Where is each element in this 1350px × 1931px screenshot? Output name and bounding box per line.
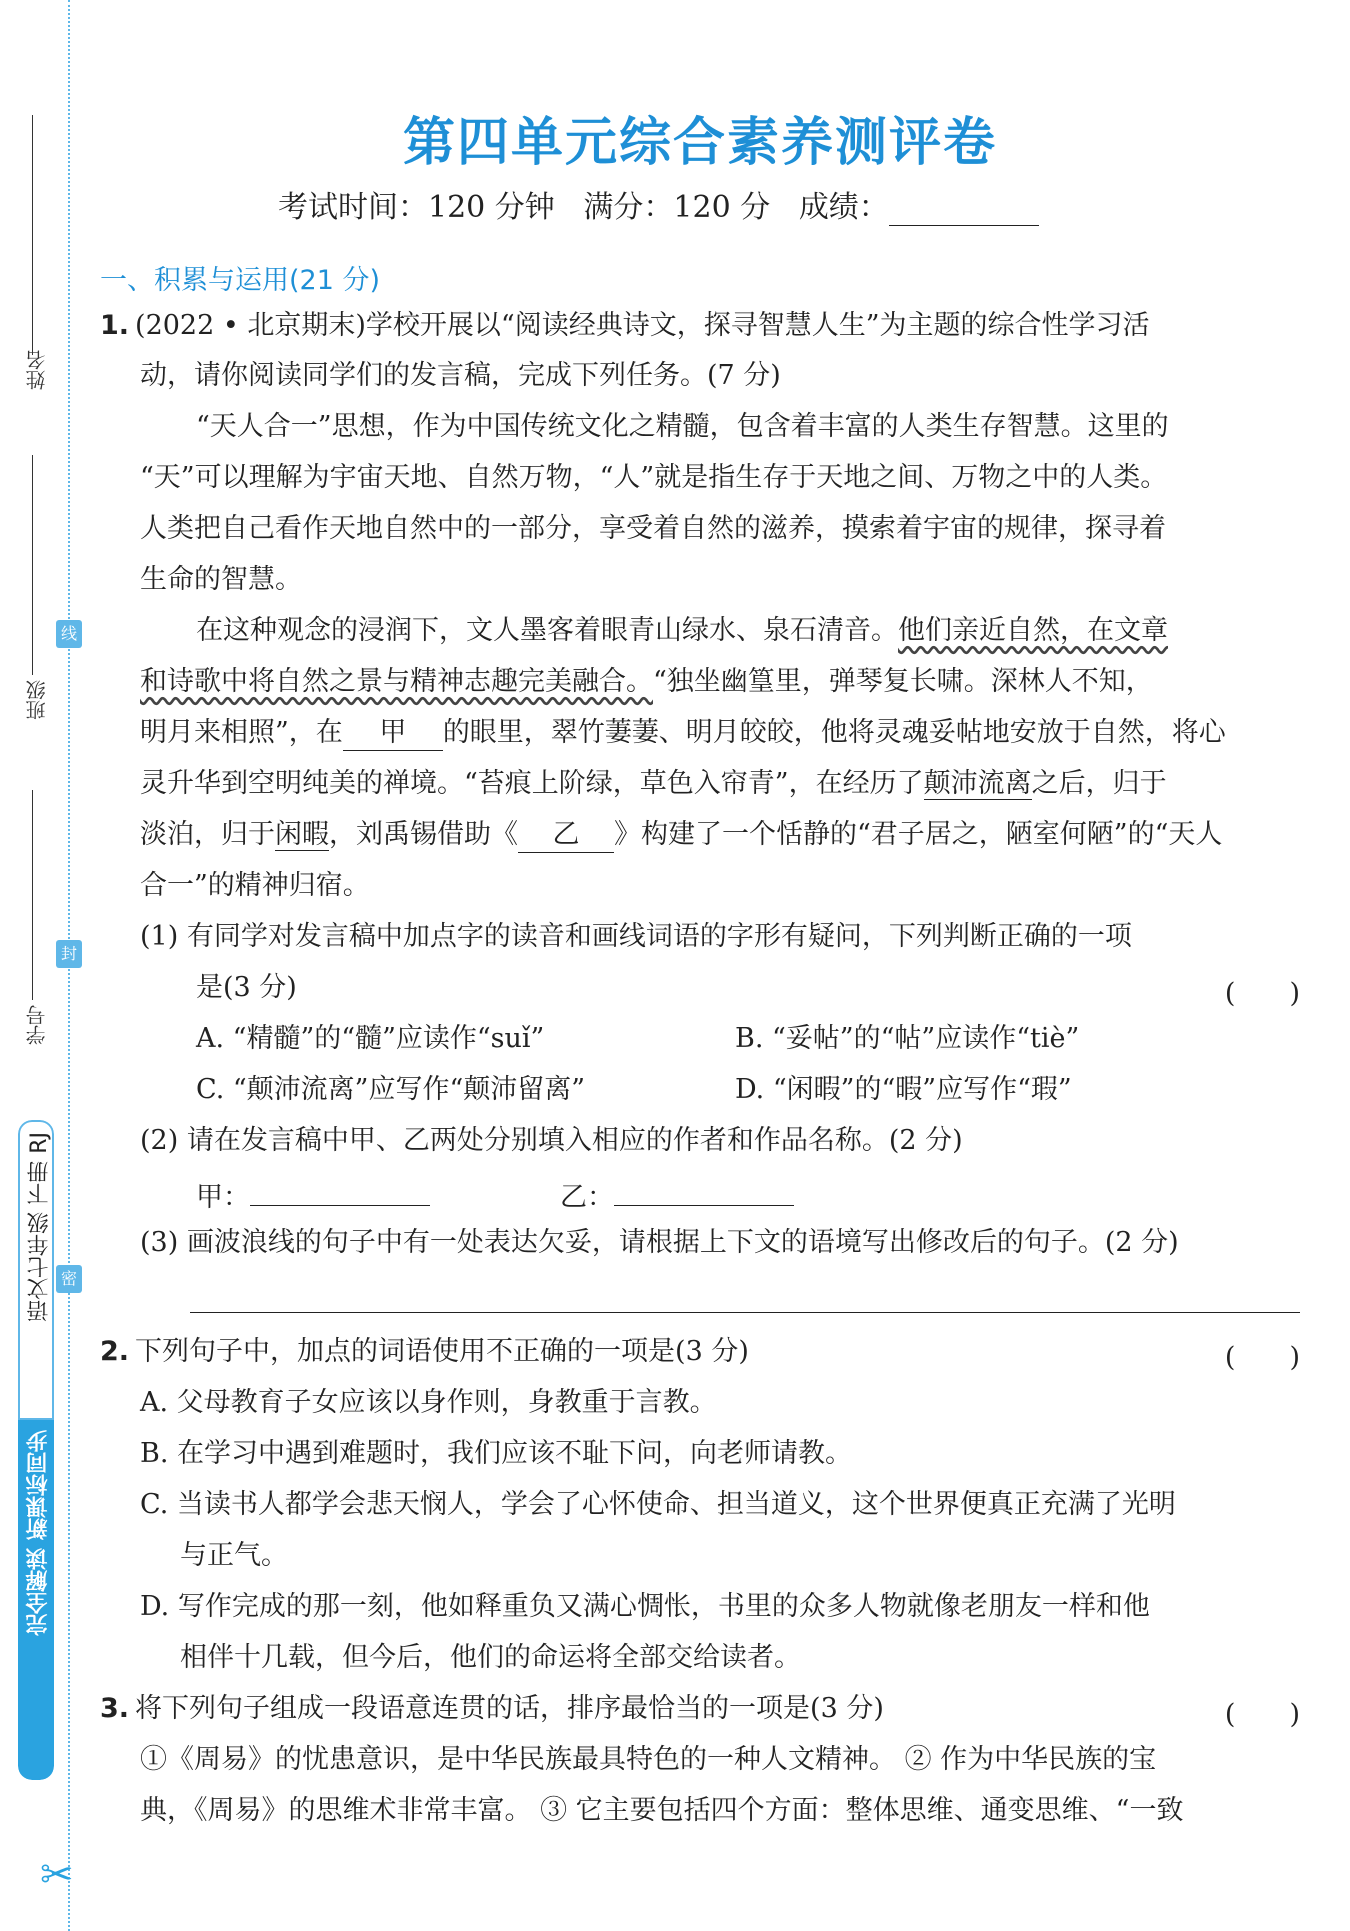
- p2-line4: 灵升华到空明纯美的禅境。“苔痕上阶绿，草色入帘青”，在经历了颠沛流离之后，归于: [140, 768, 1167, 799]
- q2-option-c-line2: 与正气。: [180, 1540, 288, 1571]
- p2-line5: 淡泊，归于闲暇，刘禹锡借助《 乙 》构建了一个恬静的“君子居之，陋室何陋”的“天人: [140, 818, 1222, 853]
- answer-paren-q1-1[interactable]: ( ): [1224, 978, 1300, 1009]
- sub3-answer-line[interactable]: [190, 1312, 1300, 1313]
- q1-option-a: A. “精髓”的“髓”应读作“suǐ”: [196, 1023, 545, 1054]
- q3-line2: 典，《周易》的思维术非常丰富。 ③ 它主要包括四个方面：整体思维、通变思维、“一致: [140, 1795, 1184, 1826]
- q1-option-d: D. “闲暇”的“暇”应写作“瑕”: [735, 1074, 1072, 1105]
- q2-stem: 2. 下列句子中，加点的词语使用不正确的一项是(3 分): [100, 1336, 749, 1367]
- p2-line3: 明月来相照”，在 甲 的眼里，翠竹萋萋、明月皎皎，他将灵魂妥帖地安放于自然，将心: [140, 716, 1226, 751]
- p2-line6: 合一”的精神归宿。: [140, 870, 370, 901]
- q1-stem-line1: 1. (2022 • 北京期末)学校开展以“阅读经典诗文，探寻智慧人生”为主题的综合性学习活: [100, 310, 1150, 341]
- score-blank[interactable]: [889, 197, 1039, 226]
- answer-paren-q3[interactable]: ( ): [1224, 1699, 1300, 1730]
- underlined-word-xianxia: 闲暇: [275, 819, 329, 850]
- brand-bottom-text: 完全解读 新课标同步: [26, 1430, 51, 1636]
- q2-option-d-line1: D. 写作完成的那一刻，他如释重负又满心惆怅，书里的众多人物就像老朋友一样和他: [140, 1591, 1150, 1622]
- brand-top-text: 语文七年级 下册 RJ: [27, 1132, 52, 1322]
- id-write-line: [32, 790, 33, 1000]
- section-heading: 一、积累与运用(21 分): [100, 265, 381, 296]
- page-title: 第四单元综合素养测评卷: [402, 113, 997, 173]
- q2-option-b: B. 在学习中遇到难题时，我们应该不耻下问，向老师请教。: [140, 1438, 853, 1469]
- q3-line1: ①《周易》的忧患意识，是中华民族最具特色的一种人文精神。 ② 作为中华民族的宝: [140, 1744, 1157, 1775]
- p2-line1: 在这种观念的浸润下，文人墨客着眼青山绿水、泉石清音。他们亲近自然，在文章: [196, 615, 1168, 646]
- cut-tag-line: 线: [56, 620, 82, 648]
- binding-margin: [0, 0, 90, 1931]
- yi-answer-blank[interactable]: [614, 1175, 794, 1206]
- cut-tag-seal: 封: [56, 940, 82, 968]
- p1-line2: “天”可以理解为宇宙天地、自然万物，“人”就是指生存于天地之间、万物之中的人类。: [140, 462, 1168, 493]
- class-write-line: [32, 455, 33, 675]
- q1-stem-line2: 动，请你阅读同学们的发言稿，完成下列任务。(7 分): [140, 360, 781, 391]
- p1-line4: 生命的智慧。: [140, 564, 302, 595]
- name-label: 姓名: [25, 350, 49, 390]
- class-label: 班级: [25, 680, 49, 720]
- blank-yi[interactable]: 乙: [518, 818, 614, 853]
- wavy-sentence-part1: 他们亲近自然，在文章: [898, 615, 1168, 646]
- p2-line2: 和诗歌中将自然之景与精神志趣完美融合。“独坐幽篁里，弹琴复长啸。深林人不知，: [140, 666, 1153, 697]
- sub1-line2: 是(3 分): [196, 972, 297, 1003]
- sub2-text: (2) 请在发言稿中甲、乙两处分别填入相应的作者和作品名称。(2 分): [140, 1125, 963, 1156]
- q3-stem: 3. 将下列句子组成一段语意连贯的话，排序最恰当的一项是(3 分): [100, 1693, 884, 1724]
- cut-tag-secret: 密: [56, 1265, 82, 1293]
- sub1-line1: (1) 有同学对发言稿中加点字的读音和画线词语的字形有疑问，下列判断正确的一项: [140, 921, 1132, 952]
- answer-paren-q2[interactable]: ( ): [1224, 1342, 1300, 1373]
- jia-answer: 甲：: [196, 1175, 430, 1215]
- id-label: 学号: [25, 1005, 49, 1045]
- wavy-sentence-part2: 和诗歌中将自然之景与精神志趣完美融合。: [140, 666, 653, 697]
- q1-option-b: B. “妥帖”的“帖”应读作“tiè”: [735, 1023, 1080, 1054]
- blank-jia[interactable]: 甲: [343, 716, 443, 751]
- q2-option-a: A. 父母教育子女应该以身作则，身教重于言教。: [140, 1387, 717, 1418]
- brand-label: [18, 1120, 54, 1780]
- q1-option-c: C. “颠沛流离”应写作“颠沛留离”: [196, 1074, 586, 1105]
- q2-option-d-line2: 相伴十几载，但今后，他们的命运将全部交给读者。: [180, 1642, 801, 1673]
- q2-option-c-line1: C. 当读书人都学会悲天悯人，学会了心怀使命、担当道义，这个世界便真正充满了光明: [140, 1489, 1176, 1520]
- jia-answer-blank[interactable]: [250, 1175, 430, 1206]
- p1-line3: 人类把自己看作天地自然中的一部分，享受着自然的滋养，摸索着宇宙的规律，探寻着: [140, 513, 1166, 544]
- score-label: 成绩：: [798, 190, 889, 225]
- p1-line1: “天人合一”思想，作为中国传统文化之精髓，包含着丰富的人类生存智慧。这里的: [196, 411, 1169, 442]
- scissors-icon: ✂: [40, 1852, 74, 1898]
- underlined-word-dianpei: 颠沛流离: [923, 768, 1032, 799]
- yi-answer: 乙：: [560, 1175, 794, 1215]
- sub3-text: (3) 画波浪线的句子中有一处表达欠妥，请根据上下文的语境写出修改后的句子。(2 分): [140, 1227, 1179, 1258]
- time-label: 考试时间：120 分钟: [278, 190, 555, 225]
- full-score-label: 满分：120 分: [583, 190, 771, 225]
- exam-info: [278, 182, 1039, 226]
